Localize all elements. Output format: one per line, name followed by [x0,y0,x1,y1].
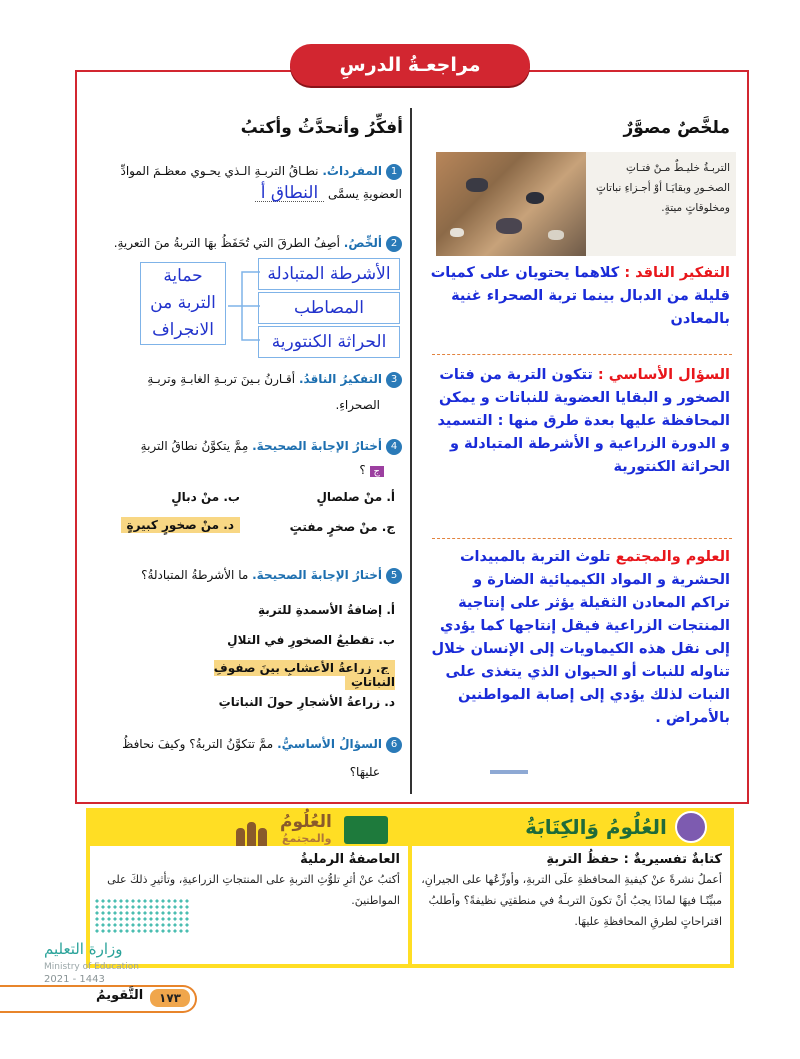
diagram-root-line: حماية [163,266,203,286]
column-divider [410,108,412,794]
question-mark: ؟ [359,463,366,477]
panel-title: كتابةٌ تفسيريةٌ : حفظُ التربةِ [546,852,722,867]
panel-title: العاصفةُ الرمليةُ [300,852,400,867]
diagram-item: الأشرطة المتبادلة [258,258,400,290]
question-text: أصِفُ الطرقَ التي تُحَفَظُ بهَا التربةُ منَ التعريةِ. [113,236,340,250]
concept-diagram [140,258,400,354]
soil-photo [436,152,586,256]
dashed-divider [432,354,732,355]
option-b: ب. تقطيعُ الصخورِ في التلالِ [227,633,395,647]
essential-label: السؤال الأساسي : [597,367,730,383]
question-5 [92,564,402,586]
option-d-selected: د. منْ صخورٍ كبيرةٍ [121,517,240,533]
dashed-divider [432,538,732,539]
pencil-icon [675,811,707,843]
option-c-selected: ج. زراعةُ الأعشابِ بينَ صفوفِ النباتاتِ [213,661,395,689]
saudi-flag-icon [344,816,388,844]
handwritten-answer: النطاق أ [260,183,319,203]
writing-panel [412,846,730,964]
question-1 [92,160,402,205]
footer-label: التَّقويمُ [96,988,144,1003]
science-label: العلوم والمجتمع [615,549,730,565]
activities-band [86,808,734,968]
question-label: السؤالُ الأساسيُّ. [277,737,382,751]
science-text: تلوث التربة بالمبيدات الحشرية و المواد الكيميائية الضارة و تراكم المعادن الثقيلة يؤثر على إنتاجية المنتجات الزراعية فيقل إنتاجها كما يؤدي إلى نقل هذه الكيماويات إلى الإنسان خلال تناوله للنبات أو الحيوان الذي يتغذى على النبات لذلك يؤدي إلى إصابة المواطنين بالأمراض . [431,549,730,726]
science-society-answer [430,546,730,730]
critical-text: كلاهما يحتويان على كميات قليلة من الدبال بينما تربة الصحراء غنية بالمعادن [430,265,730,327]
people-icon [236,820,276,846]
question-label: المفرداتُ. [322,164,382,178]
critical-label: التفكير الناقد : [624,265,730,281]
question-4 [92,434,402,484]
panel-text: أعملُ نشرةً عنْ كيفيةِ المحافظةِ علَى التربةِ، وأوزِّعُها على الجيرانِ، مبيِّنًـا فيهَا لماذَا يجبُ أنْ تكونَ التربـةُ في منطقتِي نظيفةً؟ وأطلبُ اقتراحاتٍ لطرقِ المحافظةِ عليهَا. [421,873,722,928]
question-number: 6 [386,737,402,753]
question-label: أختارُ الإجابةَ الصحيحةَ. [252,568,382,582]
science-society-banner [236,812,406,848]
question-number: 2 [386,236,402,252]
question-6 [92,730,402,786]
question-text: مِمَّ يتكوَّنُ نطاقُ التربةِ [140,439,249,453]
summary-card [436,152,736,256]
summary-text: التربـةُ خليـطٌ مـنْ فتـاتِ الصخـورِ وبقايَـا أوْ أجـزاءِ نباتاتٍ ومخلوقاتٍ ميتةٍ. [595,162,730,214]
answer-badge: ج [370,466,384,477]
question-text-2: عليهَا؟ [349,765,380,779]
diagram-root [140,262,226,345]
question-text-2: الصحراءِ. [335,398,380,412]
question-text-2: العضويةِ يسمَّى [328,187,402,201]
diagram-item: المصاطب [258,292,400,324]
question-text: أقـارنُ بـينَ تربـةِ الغابـةِ وتربـةِ [147,372,296,386]
option-a: أ. إضافةُ الأسمدةِ للتربةِ [257,603,395,617]
banner-title: العُلُومُ [280,812,332,832]
question-label: التفكيرُ الناقدُ. [298,372,382,386]
review-title: مراجعـةُ الدرسِ [290,44,530,86]
science-writing-banner [506,812,726,842]
question-text: ممَّ تتكوَّنُ التربةُ؟ وكيفَ نحافظُ [122,737,274,751]
left-heading: أفكِّرُ وأتحدَّثُ وأكتبُ [240,118,403,138]
banner-subtitle: والمجتمعُ [282,832,332,845]
option-d: د. زراعةُ الأشجارِ حولَ النباتاتِ [218,695,395,709]
question-text: ما الأشرطةُ المتبادلةُ؟ [141,568,249,582]
diagram-root-line: الانجراف [152,320,214,340]
ministry-name-en: Ministry of Education [44,962,139,972]
question-3 [92,366,402,418]
critical-thinking-answer [430,262,730,331]
banner-title: العُلُومُ وَالكِتَابَةُ [525,815,667,839]
essential-question-answer [430,364,730,479]
question-2 [92,232,402,254]
panel-text: أكتبُ عنْ أثرِ تلوُّثِ التربةِ على المنتجاتِ الزراعيةِ، وتأثيرِ ذلكَ على المواطنينَ. [107,873,400,907]
question-number: 3 [386,372,402,388]
question-label: ألخِّصُ. [343,236,382,250]
option-c: ج. منْ صخرٍ مفتتٍ [289,520,395,534]
question-number: 1 [386,164,402,180]
option-a: أ. منْ صلصالٍ [316,490,395,504]
ministry-year: 2021 - 1443 [44,974,105,985]
option-b: ب. منْ دبالٍ [171,490,240,504]
question-label: أختارُ الإجابةَ الصحيحةَ. [252,439,382,453]
pen-stroke [490,770,528,774]
essential-text: تتكون التربة من فتات الصخور و البقايا العضوية للنباتات و يمكن المحافظة عليها بعدة طرق منها : التسميد و الدورة الزراعية و الأشرطة المتبادلة و الحراثة الكنتورية [437,367,730,475]
question-number: 5 [386,568,402,584]
question-number: 4 [386,439,402,455]
question-text: نطـاقُ التربـةِ الـذي يحـوي معظـمَ الموادِّ [120,164,319,178]
right-heading: ملخَّصٌ مصوَّرٌ [623,118,730,138]
diagram-root-line: التربة من [150,293,216,313]
page-number: ١٧٣ [150,989,190,1007]
diagram-items [258,258,400,358]
diagram-item: الحراثة الكنتورية [258,326,400,358]
ministry-logo-dots [94,898,190,934]
ministry-name-ar: وزارة التعليم [44,940,123,958]
